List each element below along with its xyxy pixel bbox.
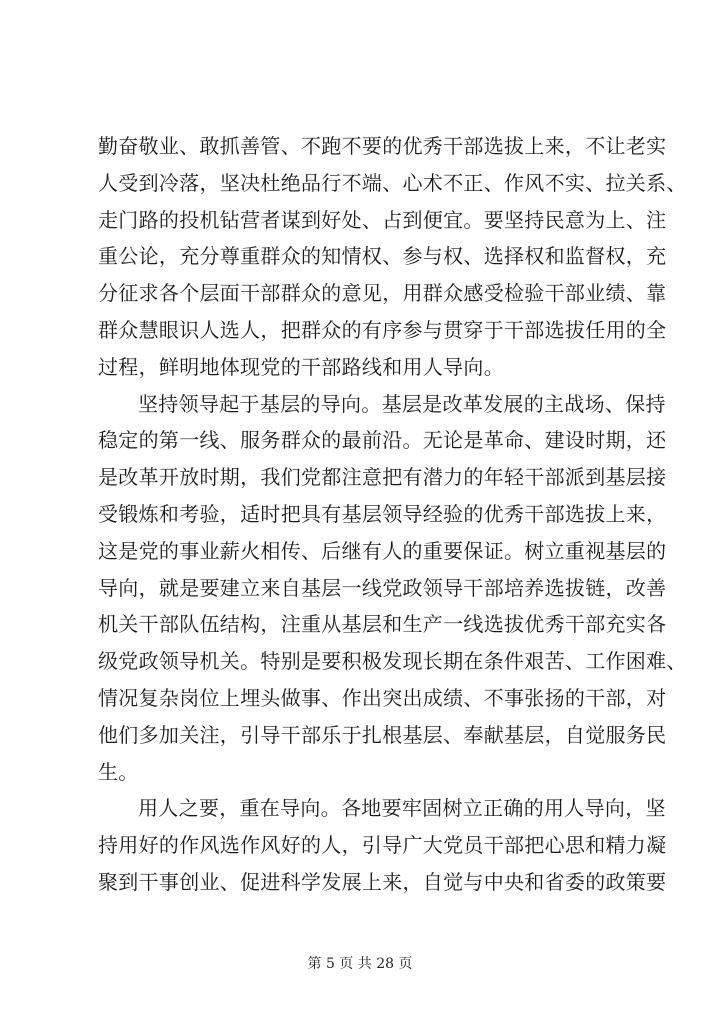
page-number-footer: 第 5 页 共 28 页 <box>307 956 413 972</box>
text-line: 聚到干事创业、促进科学发展上来，自觉与中央和省委的政策要 <box>98 869 667 894</box>
text-line: 勤奋敬业、敢抓善管、不跑不要的优秀干部选拔上来，不让老实 <box>98 134 667 158</box>
text-line: 走门路的投机钻营者谋到好处、占到便宜。要坚持民意为上、注 <box>98 207 667 232</box>
text-line: 受锻炼和考验，适时把具有基层领导经验的优秀干部选拔上来， <box>98 501 667 526</box>
text-line: 持用好的作风选作风好的人，引导广大党员干部把心思和精力凝 <box>98 833 667 858</box>
text-line: 人受到冷落，坚决杜绝品行不端、心术不正、作风不实、拉关系、 <box>98 170 687 195</box>
text-line: 过程，鲜明地体现党的干部路线和用人导向。 <box>98 354 504 379</box>
text-line: 他们多加关注，引导干部乐于扎根基层、奉献基层，自觉服务民 <box>98 722 667 747</box>
text-line: 这是党的事业薪火相传、后继有人的重要保证。树立重视基层的 <box>98 538 667 563</box>
document-body <box>98 128 687 901</box>
paragraph-start-line: 用人之要，重在导向。各地要牢固树立正确的用人导向，坚 <box>138 796 666 821</box>
text-line: 生。 <box>98 759 139 784</box>
text-line: 是改革开放时期，我们党都注意把有潜力的年轻干部派到基层接 <box>98 465 667 490</box>
text-line: 稳定的第一线、服务群众的最前沿。无论是革命、建设时期，还 <box>98 428 667 453</box>
text-line: 级党政领导机关。特别是要积极发现长期在条件艰苦、工作困难、 <box>98 649 687 674</box>
text-line: 导向，就是要建立来自基层一线党政领导干部培养选拔链，改善 <box>98 575 667 600</box>
text-line: 群众慧眼识人选人，把群众的有序参与贯穿于干部选拔任用的全 <box>98 317 667 342</box>
text-line: 重公论，充分尊重群众的知情权、参与权、选择权和监督权，充 <box>98 244 667 269</box>
text-line: 情况复杂岗位上埋头做事、作出突出成绩、不事张扬的干部，对 <box>98 685 667 710</box>
text-line: 分征求各个层面干部群众的意见，用群众感受检验干部业绩、靠 <box>98 281 667 306</box>
text-line: 机关干部队伍结构，注重从基层和生产一线选拔优秀干部充实各 <box>98 612 667 637</box>
paragraph-start-line: 坚持领导起于基层的导向。基层是改革发展的主战场、保持 <box>138 391 666 416</box>
